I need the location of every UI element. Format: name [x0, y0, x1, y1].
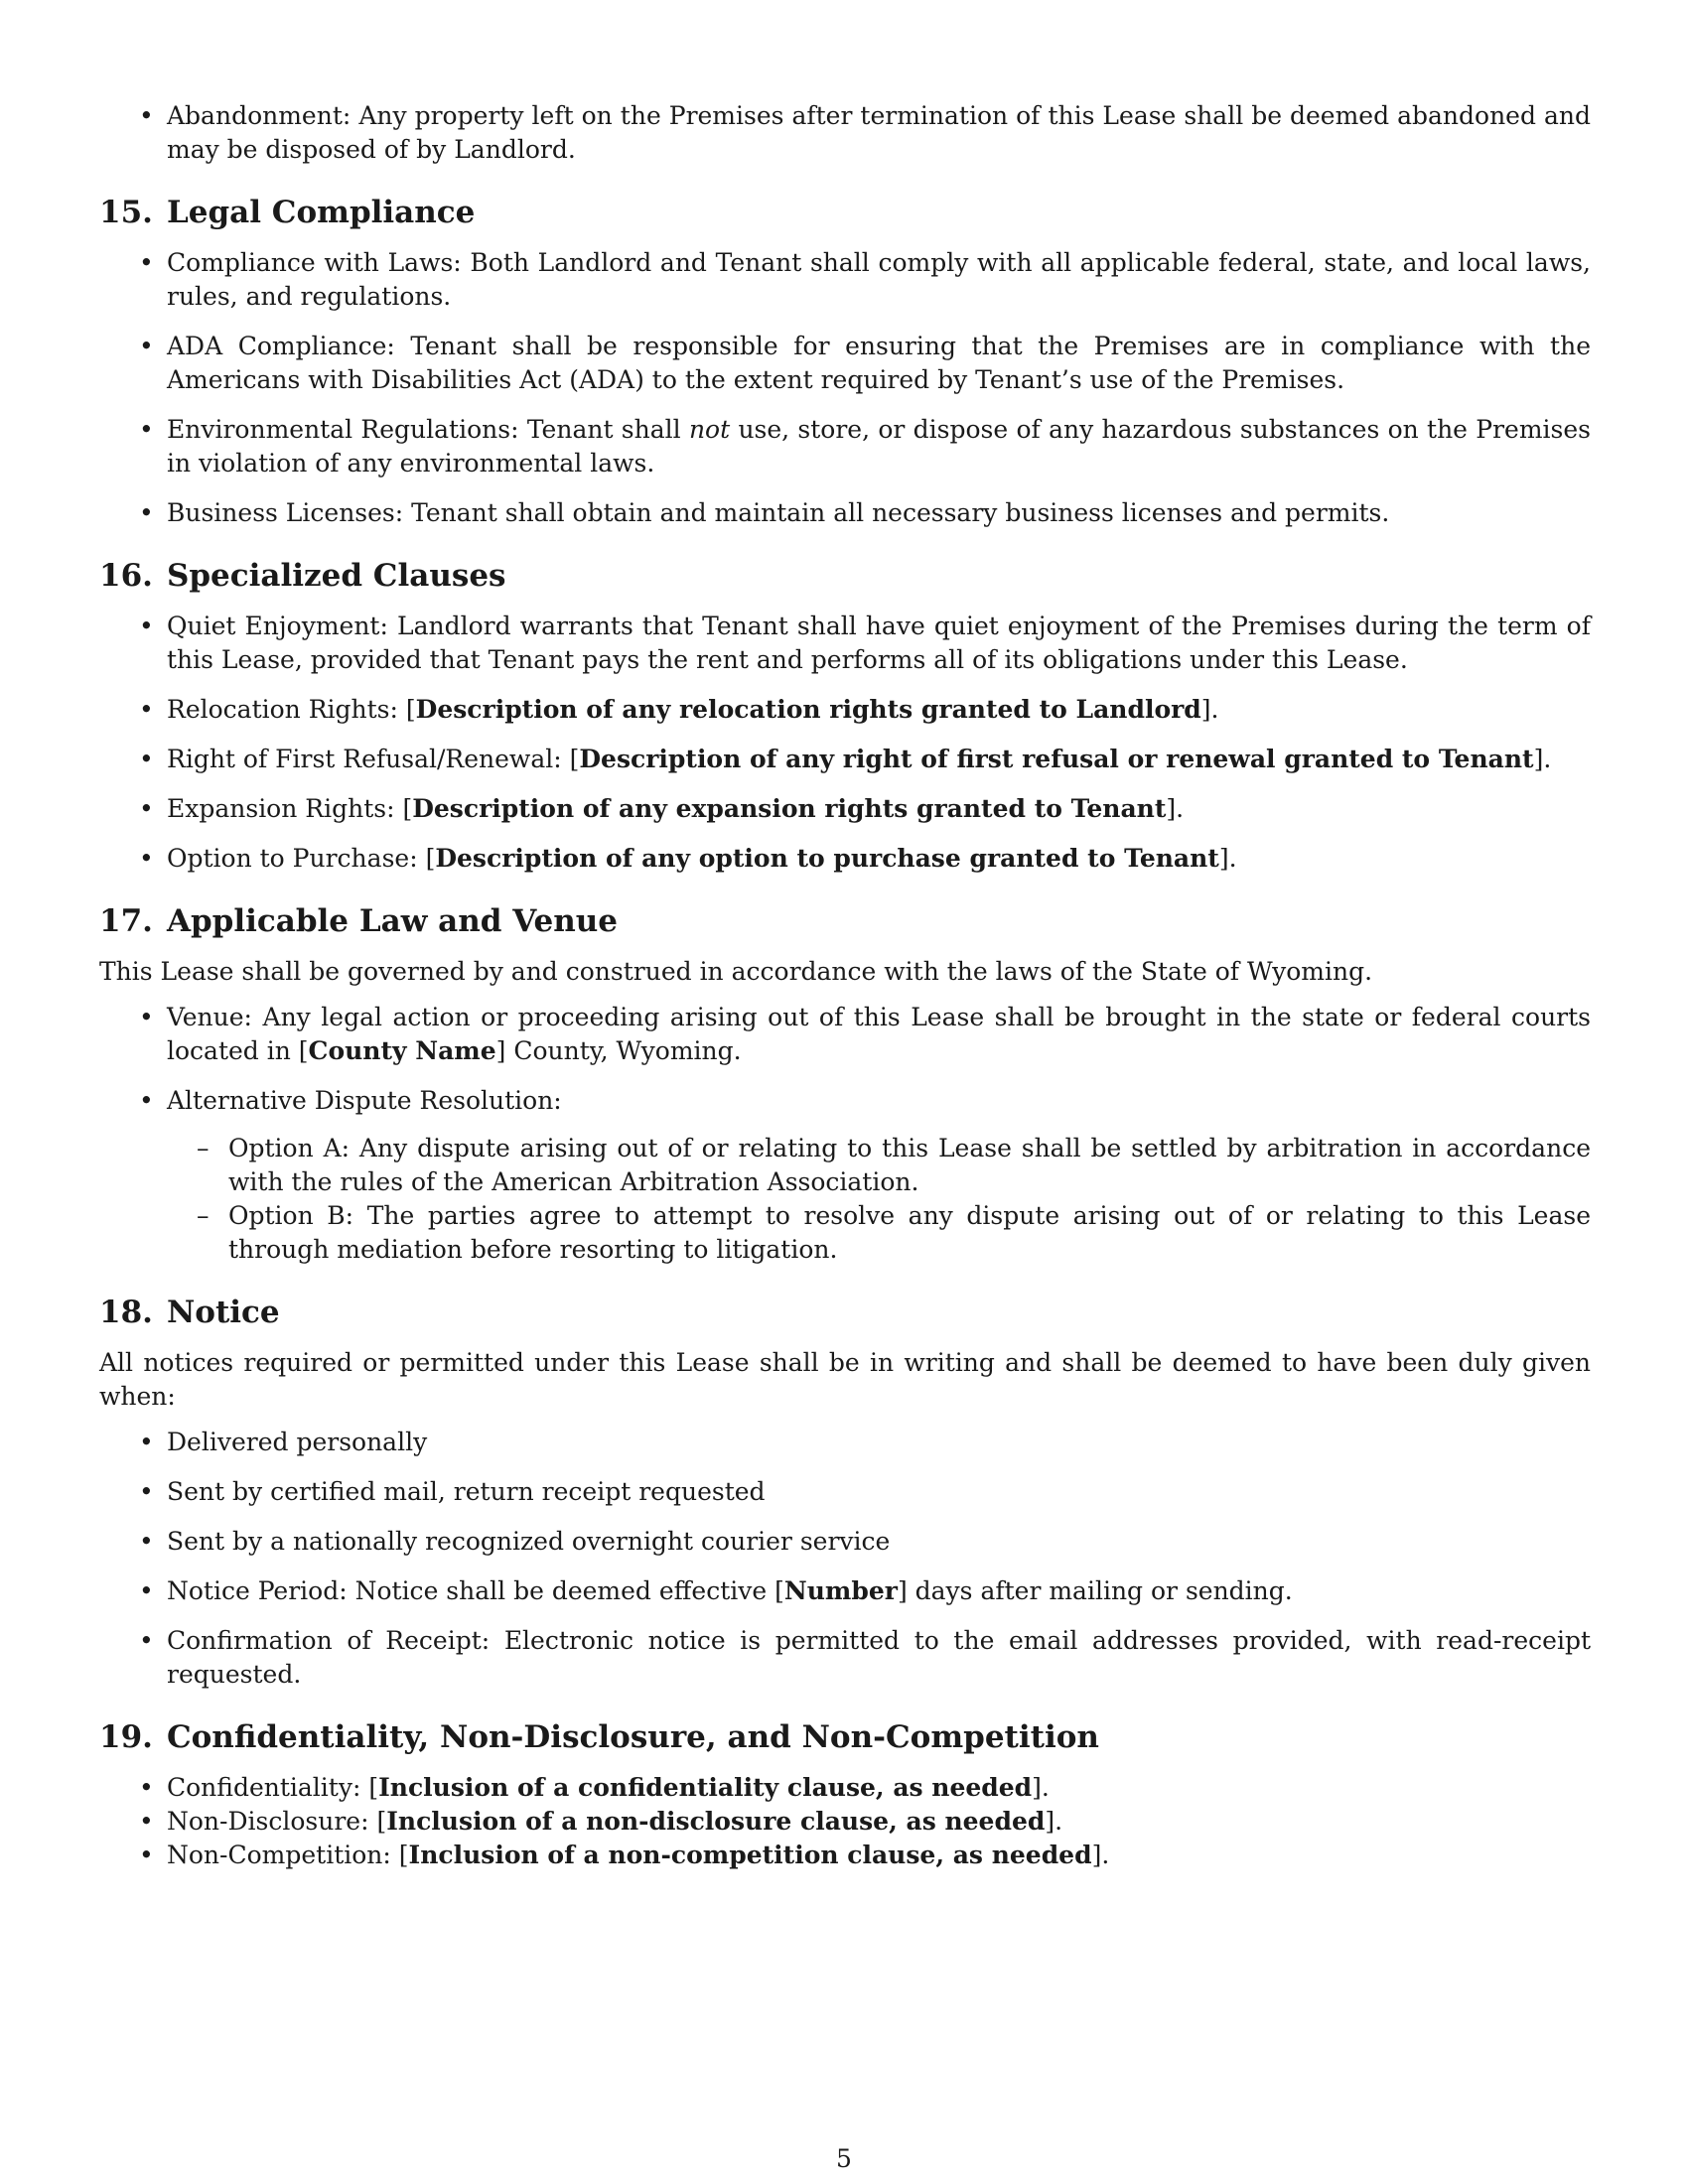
- item-label: Abandonment:: [167, 101, 352, 130]
- section-heading-15: [99, 193, 1591, 232]
- list-item: [167, 1624, 1591, 1692]
- item-label: Option B:: [228, 1201, 354, 1230]
- item-text: Tenant shall obtain and maintain all necessary business licenses and permits.: [411, 498, 1390, 527]
- section-title: Confidentiality, Non-Disclosure, and Non-Competition: [166, 1719, 1099, 1755]
- placeholder-text: County Name: [308, 1036, 496, 1065]
- list-item: • Option to Purchase: [Description of any option to purchase granted to Tenant].: [167, 842, 1591, 876]
- list-item: [167, 330, 1591, 397]
- item-text: Electronic notice is permitted to the email addresses provided, with read-receipt requested.: [167, 1626, 1591, 1689]
- item-text: Tenant shall be responsible for ensuring that the Premises are in compliance with the Americans with Disabilities Act (ADA) to the extent required by Tenant’s use of the Premises.: [167, 332, 1591, 394]
- item-label: Option A:: [228, 1134, 351, 1162]
- item-text: use, store, or dispose of any hazardous substances on the Premises in violation of any environmental laws.: [167, 415, 1591, 478]
- item-text: Any property left on the Premises after termination of this Lease shall be deemed abandoned and may be disposed of by Landlord.: [167, 101, 1591, 164]
- section-intro: This Lease shall be governed by and construed in accordance with the laws of the State of Wyoming.: [99, 957, 1373, 986]
- placeholder-text: Inclusion of a non-disclosure clause, as needed: [386, 1807, 1046, 1836]
- legal-compliance-list: [99, 246, 1591, 530]
- item-label: Business Licenses:: [167, 498, 404, 527]
- placeholder-text: Description of any relocation rights granted to Landlord: [415, 695, 1201, 724]
- item-text: Tenant shall: [526, 415, 681, 444]
- section-number: 19.: [99, 1719, 153, 1755]
- section-title: Specialized Clauses: [166, 558, 506, 594]
- list-item: • Venue: Any legal action or proceeding arising out of this Lease shall be brought in the state or federal courts located in [County Name] County, Wyoming.: [167, 1001, 1591, 1068]
- item-label: Option to Purchase:: [167, 844, 418, 873]
- placeholder-text: Number: [783, 1576, 898, 1605]
- section-title: Legal Compliance: [166, 195, 476, 230]
- list-item: • Right of First Refusal/Renewal: [Description of any right of first refusal or renewal granted to Tenant].: [167, 743, 1591, 776]
- item-label: Venue:: [167, 1003, 252, 1031]
- placeholder-text: Description of any right of first refusal or renewal granted to Tenant: [579, 745, 1534, 773]
- list-item: [167, 496, 1591, 530]
- item-label: Compliance with Laws:: [167, 248, 462, 277]
- item-label: Confidentiality:: [167, 1773, 361, 1802]
- placeholder-text: Description of any option to purchase granted to Tenant: [435, 844, 1219, 873]
- list-item: • Relocation Rights: [Description of any relocation rights granted to Landlord].: [167, 693, 1591, 727]
- specialized-clauses-list: [99, 610, 1591, 876]
- item-label: Environmental Regulations:: [167, 415, 519, 444]
- section-heading-18: [99, 1293, 1591, 1332]
- adr-options-list: [167, 1132, 1591, 1267]
- section-title: Notice: [166, 1295, 280, 1330]
- item-label: Notice Period:: [167, 1576, 348, 1605]
- placeholder-text: Inclusion of a confidentiality clause, as needed: [378, 1773, 1033, 1802]
- placeholder-text: Description of any expansion rights granted to Tenant: [412, 794, 1167, 823]
- notice-list: [99, 1426, 1591, 1692]
- item-text: Notice shall be deemed effective: [354, 1576, 768, 1605]
- section-number: 16.: [99, 558, 153, 594]
- list-item: [167, 413, 1591, 480]
- item-label: Right of First Refusal/Renewal:: [167, 745, 562, 773]
- item-text: days after mailing or sending.: [914, 1576, 1293, 1605]
- sub-list-item: [228, 1132, 1591, 1199]
- item-label: Quiet Enjoyment:: [167, 612, 388, 640]
- sub-list-item: [228, 1199, 1591, 1267]
- list-item: • Non-Disclosure: [Inclusion of a non-disclosure clause, as needed].: [167, 1805, 1591, 1839]
- document-page: [99, 99, 1591, 1872]
- item-text: County, Wyoming.: [513, 1036, 742, 1065]
- item-label: Alternative Dispute Resolution:: [167, 1086, 562, 1115]
- item-label: Non-Disclosure:: [167, 1807, 369, 1836]
- section-title: Applicable Law and Venue: [166, 903, 619, 939]
- item-text: The parties agree to attempt to resolve any dispute arising out of or relating to this Lease through mediation before resorting to litigation.: [228, 1201, 1591, 1264]
- placeholder-text: Inclusion of a non-competition clause, as needed: [408, 1841, 1092, 1869]
- section-number: 17.: [99, 903, 153, 939]
- abandonment-list: [99, 99, 1591, 167]
- section-number: 15.: [99, 195, 153, 230]
- section-number: 18.: [99, 1295, 153, 1330]
- section-intro: All notices required or permitted under this Lease shall be in writing and shall be deemed to have been duly given when:: [99, 1348, 1591, 1411]
- list-item: [167, 610, 1591, 677]
- list-item: [167, 246, 1591, 314]
- section-heading-19: [99, 1717, 1591, 1757]
- section-heading-17: [99, 901, 1591, 941]
- item-label: Non-Competition:: [167, 1841, 391, 1869]
- list-item: • Non-Competition: [Inclusion of a non-competition clause, as needed].: [167, 1839, 1591, 1872]
- list-item: • Confidentiality: [Inclusion of a confidentiality clause, as needed].: [167, 1771, 1591, 1805]
- item-label: Expansion Rights:: [167, 794, 395, 823]
- item-text: Any dispute arising out of or relating to this Lease shall be settled by arbitration in accordance with the rules of the American Arbitration Association.: [228, 1134, 1591, 1196]
- emphasis-text: not: [688, 415, 731, 444]
- item-text: Both Landlord and Tenant shall comply with all applicable federal, state, and local laws, rules, and regulations.: [167, 248, 1591, 311]
- item-label: Confirmation of Receipt:: [167, 1626, 491, 1655]
- section-heading-16: [99, 556, 1591, 596]
- item-text: Landlord warrants that Tenant shall have quiet enjoyment of the Premises during the term of this Lease, provided that Tenant pays the rent and performs all of its obligations under this Lease.: [167, 612, 1591, 674]
- list-item: • Sent by certified mail, return receipt requested: [167, 1475, 1591, 1509]
- item-label: ADA Compliance:: [167, 332, 395, 360]
- list-item: • Notice Period: Notice shall be deemed effective [Number] days after mailing or sending.: [167, 1574, 1591, 1608]
- list-item: [167, 99, 1591, 167]
- page-number: 5: [836, 2144, 852, 2173]
- item-text: Any legal action or proceeding arising out of this Lease shall be brought in the state or federal courts located in: [167, 1003, 1591, 1065]
- list-item: • Sent by a nationally recognized overnight courier service: [167, 1525, 1591, 1559]
- list-item: [167, 1084, 1591, 1267]
- law-venue-list: [99, 1001, 1591, 1267]
- item-label: Relocation Rights:: [167, 695, 398, 724]
- list-item: • Delivered personally: [167, 1426, 1591, 1459]
- list-item: • Expansion Rights: [Description of any expansion rights granted to Tenant].: [167, 792, 1591, 826]
- confidentiality-list: [99, 1771, 1591, 1872]
